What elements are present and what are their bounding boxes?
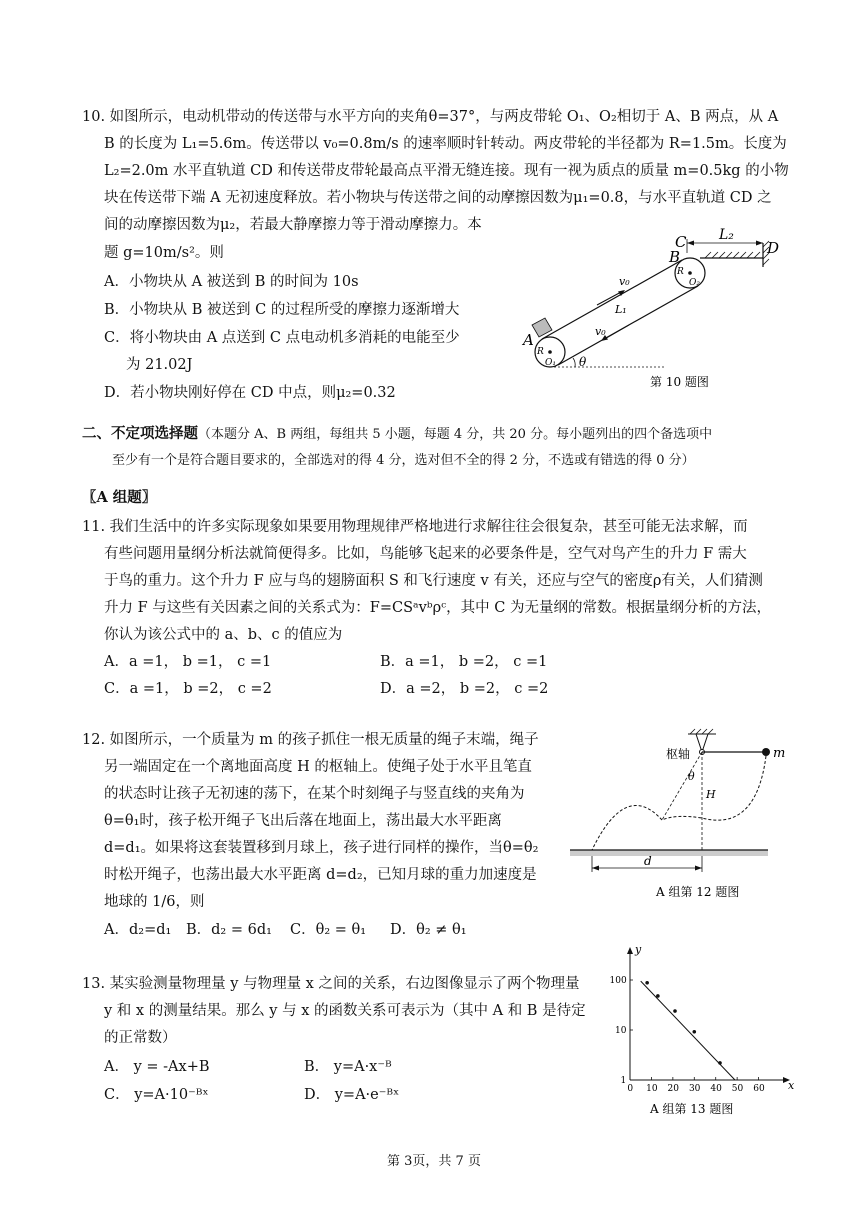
y-axis-arrow bbox=[627, 947, 633, 954]
q13-line-3: 的正常数） bbox=[104, 1030, 177, 1046]
q10-option-c: C．将小物块由 A 点送到 C 点电动机多消耗的电能至少 bbox=[104, 330, 460, 346]
q11-option-b: B．a =1， b =2， c =1 bbox=[380, 654, 548, 670]
data-point bbox=[645, 981, 649, 985]
q12-label-m: m bbox=[773, 746, 786, 761]
q11-line-2: 有些问题用量纲分析法就简便得多。比如，鸟能够飞起来的必要条件是，空气对鸟产生的升力 F 需大 bbox=[104, 546, 747, 562]
data-point bbox=[692, 1030, 696, 1034]
q11-line-4: 升力 F 与这些有关因素之间的关系式为：F=CSᵃvᵇρᶜ，其中 C 为无量纲的常数。根据量纲分析的方法， bbox=[104, 600, 771, 616]
q12-line-1: 12. 如图所示，一个质量为 m 的孩子抓住一根无质量的绳子末端，绳子 bbox=[82, 732, 539, 748]
q11-option-a: A．a =1， b =1， c =1 bbox=[104, 654, 272, 670]
x-tick-label: 30 bbox=[688, 1084, 701, 1094]
q12-label-pivot: 枢轴 bbox=[666, 747, 691, 761]
q10-label-r-top: R bbox=[677, 267, 684, 277]
q11-option-c: C．a =1， b =2， c =2 bbox=[104, 681, 272, 697]
x-tick-label: 0 bbox=[627, 1084, 634, 1094]
q13-option-a: A． y = -Ax+B bbox=[104, 1059, 210, 1075]
y-tick-label: 10 bbox=[615, 1026, 627, 1036]
data-point bbox=[718, 1061, 722, 1065]
q12-label-theta: θ bbox=[688, 770, 695, 783]
q12-line-2: 另一端固定在一个离地面高度 H 的枢轴上。使绳子处于水平且笔直 bbox=[104, 759, 532, 775]
q13-caption: A 组第 13 题图 bbox=[650, 1102, 734, 1116]
q12-label-d: d bbox=[644, 854, 652, 868]
q11-line-5: 你认为该公式中的 a、b、c 的值应为 bbox=[104, 627, 343, 643]
group-a-title: 〖A 组题〗 bbox=[82, 489, 157, 506]
x-tick-label: 40 bbox=[710, 1084, 722, 1094]
q12-option-b: B．d₂ = 6d₁ bbox=[186, 922, 272, 938]
q12-option-a: A．d₂=d₁ bbox=[104, 922, 172, 938]
x-tick-label: 20 bbox=[667, 1084, 679, 1094]
x-axis-label: x bbox=[788, 1079, 795, 1092]
q12-line-3: 的状态时让孩子无初速的荡下，在某个时刻绳子与竖直线的夹角为 bbox=[104, 786, 525, 802]
q12-figure bbox=[566, 722, 786, 907]
q10-line-2: B 的长度为 L₁=5.6m。传送带以 v₀=0.8m/s 的速率顺时针转动。两皮带轮的半径都为 R=1.5m。长度为 bbox=[104, 136, 787, 152]
x-tick-label: 50 bbox=[731, 1084, 744, 1094]
q10-option-c-cont: 为 21.02J bbox=[126, 357, 193, 373]
q10-option-a: A．小物块从 A 被送到 B 的时间为 10s bbox=[104, 274, 359, 290]
q10-label-l2: L₂ bbox=[719, 227, 734, 243]
q10-line-4: 块在传送带下端 A 无初速度释放。若小物块与传送带之间的动摩擦因数为μ₁=0.8，与水平直轨道 CD 之 bbox=[104, 190, 772, 206]
section2-heading bbox=[82, 424, 712, 445]
q13-option-c: C． y=A·10⁻ᴮˣ bbox=[104, 1087, 209, 1103]
q10-label-b: B bbox=[669, 248, 681, 266]
q12-line-6: 时松开绳子，也荡出最大水平距离 d=d₂，已知月球的重力加速度是 bbox=[104, 867, 537, 883]
q10-label-v0-bottom: v₀ bbox=[595, 325, 606, 338]
q10-label-o2: O₂ bbox=[689, 278, 700, 288]
q10-line-5: 间的动摩擦因数为μ₂，若最大静摩擦力等于滑动摩擦力。本 bbox=[104, 217, 482, 233]
fit-line bbox=[641, 981, 735, 1080]
q10-label-r-bottom: R bbox=[537, 347, 544, 357]
q12-caption: A 组第 12 题图 bbox=[656, 885, 740, 899]
q10-line-3: L₂=2.0m 水平直轨道 CD 和传送带皮带轮最高点平滑无缝连接。现有一视为质点的质量 m=0.5kg 的小物 bbox=[104, 163, 789, 179]
data-point bbox=[656, 994, 660, 998]
q10-label-v0-top: v₀ bbox=[619, 275, 630, 288]
q12-line-4: θ=θ₁时，孩子松开绳子飞出后落在地面上，荡出最大水平距离 bbox=[104, 813, 502, 829]
q10-label-l1: L₁ bbox=[615, 303, 627, 316]
q10-figure bbox=[515, 225, 790, 395]
q10-line-6: 题 g=10m/s²。则 bbox=[104, 245, 224, 261]
data-point bbox=[673, 1009, 677, 1013]
section2-desc-line2: 至少有一个是符合题目要求的，全部选对的得 4 分，选对但不全的得 2 分，不选或有错选的得 0 分） bbox=[112, 453, 695, 468]
section2-desc-1: （本题分 A、B 两组，每组共 5 小题，每题 4 分，共 20 分。每小题列出的四个备选项中 bbox=[198, 427, 713, 442]
y-tick-label: 1 bbox=[620, 1076, 627, 1086]
y-tick-label: 100 bbox=[609, 976, 627, 986]
q12-label-h: H bbox=[706, 788, 716, 801]
q10-label-c: C bbox=[675, 233, 687, 251]
q13-chart bbox=[600, 925, 800, 1125]
x-tick-label: 10 bbox=[646, 1084, 658, 1094]
q10-option-b: B．小物块从 B 被送到 C 的过程所受的摩擦力逐渐增大 bbox=[104, 302, 460, 318]
q11-line-3: 于鸟的重力。这个升力 F 应与鸟的翅膀面积 S 和飞行速度 v 有关，还应与空气的密度ρ有关，人们猜测 bbox=[104, 573, 763, 589]
page-footer: 第 3页，共 7 页 bbox=[387, 1154, 481, 1169]
q13-option-b: B． y=A·x⁻ᴮ bbox=[304, 1059, 392, 1075]
q10-line-1: 10. 如图所示，电动机带动的传送带与水平方向的夹角θ=37°，与两皮带轮 O₁、O₂相切于 A、B 两点，从 A bbox=[82, 109, 779, 125]
x-tick-label: 60 bbox=[753, 1084, 765, 1094]
q10-option-d: D．若小物块刚好停在 CD 中点，则μ₂=0.32 bbox=[104, 385, 396, 401]
section2-title: 二、不定项选择题 bbox=[82, 425, 198, 442]
q13-line-2: y 和 x 的测量结果。那么 y 与 x 的函数关系可表示为（其中 A 和 B 是待定 bbox=[104, 1003, 586, 1019]
q10-label-o1: O₁ bbox=[545, 358, 556, 368]
q10-block bbox=[532, 318, 552, 337]
q10-caption: 第 10 题图 bbox=[650, 375, 709, 389]
q11-line-1: 11. 我们生活中的许多实际现象如果要用物理规律严格地进行求解往往会很复杂，甚至可能无法求解，而 bbox=[82, 519, 748, 535]
q10-label-theta: θ bbox=[579, 355, 587, 369]
q13-line-1: 13. 某实验测量物理量 y 与物理量 x 之间的关系，右边图像显示了两个物理量 bbox=[82, 976, 580, 992]
q12-option-c: C．θ₂ = θ₁ bbox=[290, 922, 367, 938]
q13-option-d: D． y=A·e⁻ᴮˣ bbox=[304, 1087, 400, 1103]
q11-option-d: D．a =2， b =2， c =2 bbox=[380, 681, 549, 697]
q12-line-5: d=d₁。如果将这套装置移到月球上，孩子进行同样的操作，当θ=θ₂ bbox=[104, 840, 539, 856]
q10-label-a: A bbox=[523, 331, 534, 349]
q12-option-d: D．θ₂ ≠ θ₁ bbox=[390, 922, 467, 938]
y-axis-label: y bbox=[635, 943, 642, 956]
q10-label-d: D bbox=[767, 239, 780, 257]
q12-line-7: 地球的 1/6，则 bbox=[104, 894, 205, 910]
